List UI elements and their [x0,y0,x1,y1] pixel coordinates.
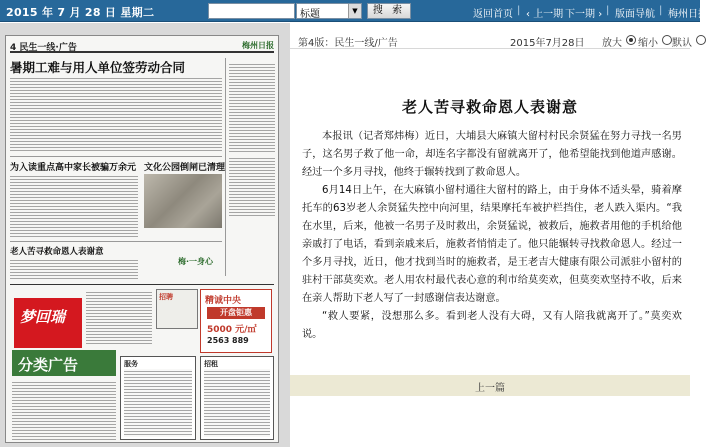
chevron-left-icon: ‹ [526,9,530,20]
ad-text-block [204,369,270,437]
issue-date: 2015 年 7 月 28 日 星期二 [6,6,155,19]
zoom-out-radio[interactable] [662,35,672,45]
ad-box-grid[interactable] [120,356,196,440]
column-rule [225,58,226,276]
story-text-block [229,156,275,216]
zoom-default-label: 默认 [672,38,692,49]
article-body [302,128,682,344]
ad-box-small-text: 招聘 [159,293,173,301]
article-paragraph: “救人要紧，没想那么多。看到老人没有大碍，又有人陪我就离开了。”莫奕欢说。 [302,311,682,340]
story-text-block [10,258,138,280]
ad-text-block [124,369,192,437]
ad-area-rule [10,284,274,285]
chevron-right-icon: › [598,9,603,20]
page-header [10,40,274,53]
story-text-block [229,62,275,152]
row-rule [10,156,222,157]
page-section-label: 4 民生一线·广告 [10,43,77,53]
newspaper-page-image[interactable] [5,35,279,443]
nav-prev-label: 上一期 [533,9,564,20]
zoom-default-radio[interactable] [696,35,706,45]
nav-prev-issue-link[interactable] [526,5,563,20]
ad-box-grid[interactable] [200,356,274,440]
ad-property-title: 精诚中央 [205,296,242,306]
article-panel [290,23,700,447]
search-field-select[interactable] [296,3,362,19]
nav-next-label: 下一期 [565,9,595,20]
ad-banner-red-text: 梦回瑞 [20,308,66,326]
row-rule [10,241,222,242]
nav-separator: | [659,5,663,16]
ad-box-property[interactable] [200,289,272,353]
search-button[interactable]: 搜 索 [367,3,411,19]
zoom-in-radio[interactable] [626,35,636,45]
masthead-logo: 梅州日报 [242,41,274,50]
ad-grid-label: 服务 [124,360,138,368]
nav-separator: | [606,5,610,16]
story-headline-4[interactable]: 老人苦寻救命恩人表谢意 [10,247,104,257]
article-title: 老人苦寻救命恩人表谢意 [401,98,578,116]
story-headline-2[interactable]: 为入读重点高中家长被骗万余元 [10,163,137,173]
story-text-block [10,174,138,238]
zoom-in-label: 放大 [602,38,622,49]
chevron-down-icon: ▼ [348,4,361,18]
breadcrumb: 第4版：民生一线/广告 [298,38,398,49]
zoom-out-label: 缩小 [638,38,658,49]
ad-classified-text: 分类广告 [18,356,79,374]
nav-paper-link[interactable]: 梅州日报 [668,9,708,20]
search-field-value: 标题 [300,9,320,20]
prev-article-link[interactable]: 上一篇 [475,383,505,394]
ad-property-phone: 2563 889 [207,336,249,345]
nav-layout-link[interactable]: 版面导航 [615,9,655,20]
article-pager [290,375,690,396]
nav-separator: | [517,5,521,16]
ad-box-small[interactable] [156,289,198,329]
ad-text-block [12,380,116,440]
nav-next-issue-link[interactable] [565,5,602,20]
ad-classified-banner[interactable] [12,350,116,376]
story-headline-5[interactable]: 梅·一身心 [178,257,214,266]
top-bar [0,0,708,22]
story-headline-3[interactable]: 文化公园倒闸已清理 [144,163,226,173]
ad-text-block [86,290,152,346]
page-headline[interactable]: 暑期工难与用人单位签劳动合同 [10,60,186,75]
article-date: 2015年7月28日 [510,38,585,49]
story-text-block [10,76,222,152]
ad-property-tag: 开盘钜惠 [207,307,265,319]
nav-home-link[interactable]: 返回首页 [473,9,513,20]
ad-property-price: 5000 元/㎡ [207,325,257,335]
ad-banner-red[interactable] [14,298,82,348]
search-input[interactable] [208,3,295,19]
page-scan-panel [0,23,290,447]
article-paragraph: 6月14日上午，在大麻镇小留村通往大留村的路上，由于身体不适头晕，骑着摩托车的63岁老人余贤猛失控中向河里，结果摩托车被护栏挡住，老人跌入渠内。“我在水里，后来，他被一名男子及时救出，余贤猛说，被救后，施救者用他的手机给他亲戚打了电话，看到亲戚来后，施救者悄悄走了。他只能辗转寻找救命恩人。经过一个多月寻找，近日，他才找到当时的施救者，是王老吉大健康有限公司派驻小留村的驻村干部莫奕欢。老人用农村最代表心意的利市给莫奕欢，但莫奕欢坚持不收，后来在亲人帮助下老人写了一封感谢信表达谢意。 [302,185,682,304]
ad-grid-label: 招租 [204,360,218,368]
story-photo [144,174,222,228]
article-paragraph: 本报讯（记者郑炜梅）近日，大埔县大麻镇大留村村民余贤猛在努力寻找一名男子，这名男子救了他一命，却连名字都没有留就离开了，他希望能找到他道声感谢。经过一个多月寻找，他终于辗转找到了救命恩人。 [302,131,682,178]
article-toolbar [290,31,690,49]
